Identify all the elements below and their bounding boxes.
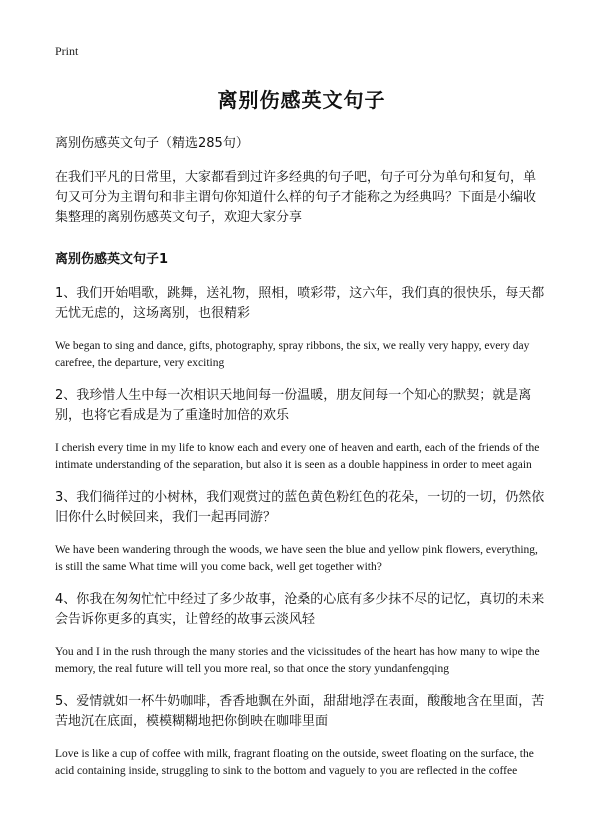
sentence-english: We have been wandering through the woods, we have seen the blue and yellow pink flowers, everything, is still the same What time will you come back, well get together with? [55,544,538,573]
sentence-english: You and I in the rush through the many stories and the vicissitudes of the heart has how many to wipe the memory, the real future will tell you more real, so that once the story yundanfengqing [55,646,540,675]
sentence-english: I cherish every time in my life to know each and every one of heaven and earth, each of the friends of the intimate understanding of the separation, but also it is seen as a double happiness in order to meet again [55,442,540,471]
sentence-item-3 [55,488,548,576]
print-label[interactable]: Print [55,44,79,58]
sentence-chinese: 5、爱情就如一杯牛奶咖啡，香香地飘在外面，甜甜地浮在表面，酸酸地含在里面，苦苦地沉在底面，模模糊糊地把你倒映在咖啡里面 [55,694,545,729]
sentence-chinese: 3、我们徜徉过的小树林，我们观赏过的蓝色黄色粉红色的花朵，一切的一切，仍然依旧你什么时候回来，我们一起再同游？ [55,490,545,525]
sentence-item-2 [55,386,548,474]
sentence-english: Love is like a cup of coffee with milk, fragrant floating on the outside, sweet floating on the surface, the acid containing inside, struggling to sink to the bottom and vaguely to you are reflected in the coffee [55,748,534,777]
document-subtitle: 离别伤感英文句子（精选285句） [55,136,249,151]
sentence-english: We began to sing and dance, gifts, photography, spray ribbons, the six, we really very happy, every day carefree, the departure, very exciting [55,340,530,369]
sentence-chinese: 2、我珍惜人生中每一次相识天地间每一份温暖，朋友间每一个知心的默契；就是离别，也将它看成是为了重逢时加倍的欢乐 [55,388,532,423]
intro-paragraph: 在我们平凡的日常里，大家都看到过许多经典的句子吧，句子可分为单句和复句，单句又可分为主谓句和非主谓句你知道什么样的句子才能称之为经典吗？下面是小编收集整理的离别伤感英文句子，欢迎大家分享 [55,170,537,225]
sentence-chinese: 4、你我在匆匆忙忙中经过了多少故事，沧桑的心底有多少抹不尽的记忆，真切的未来会告诉你更多的真实，让曾经的故事云淡风轻 [55,592,545,627]
section-title: 离别伤感英文句子1 [55,252,169,267]
sentence-chinese: 1、我们开始唱歌，跳舞，送礼物，照相，喷彩带，这六年，我们真的很快乐，每天都无忧无虑的，这场离别，也很精彩 [55,286,545,321]
sentence-item-1 [55,284,548,372]
sentence-item-5 [55,692,548,780]
sentence-item-4 [55,590,548,678]
document-title: 离别伤感英文句子 [217,88,386,112]
